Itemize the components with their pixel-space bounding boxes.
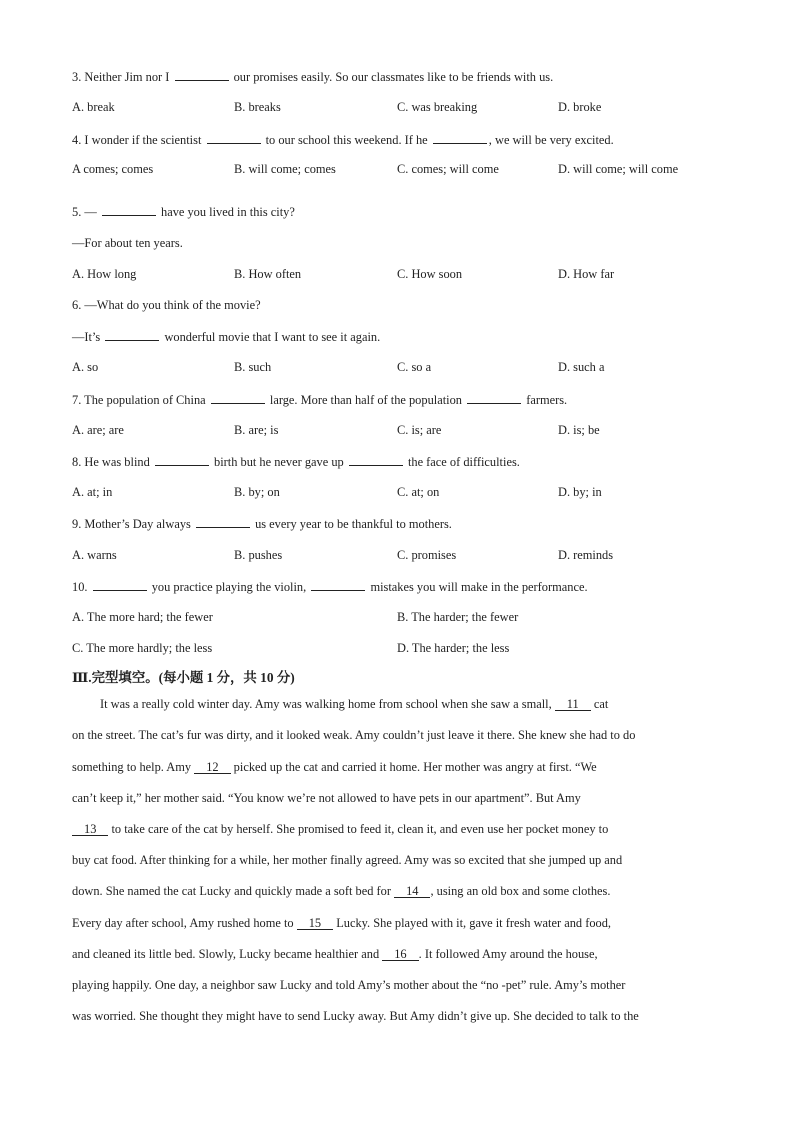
answer-blank (105, 329, 159, 341)
passage-text: something to help. Amy (72, 760, 195, 774)
option-b: B. by; on (234, 485, 280, 499)
option-b: B. breaks (234, 100, 281, 114)
stem-text: our promises easily. So our classmates like to be friends with us. (233, 70, 554, 84)
passage-line: was worried. She thought they might have to send Lucky away. But Amy didn’t give up. She decided to talk to the (72, 1009, 639, 1023)
option-d: D. The harder; the less (397, 641, 510, 655)
option-c: C. The more hardly; the less (72, 641, 213, 655)
passage-text: Every day after school, Amy rushed home to (72, 916, 297, 930)
passage-text: It was a really cold winter day. Amy was walking home from school when she saw a small, (100, 697, 555, 711)
option-d: D. by; in (558, 485, 602, 499)
cloze-blank: 16 (382, 948, 418, 961)
option-d: D. reminds (558, 548, 614, 562)
passage-line (72, 822, 714, 837)
option-b: B. are; is (234, 423, 279, 437)
option-a: A. are; are (72, 423, 124, 437)
answer-blank (207, 132, 261, 144)
passage-line: can’t keep it,” her mother said. “You know we’re not allowed to have pets in our apartment”. But Amy (72, 791, 581, 805)
option-a: A. at; in (72, 485, 113, 499)
question-6-stem: 6. —What do you think of the movie? (72, 298, 261, 312)
stem-text: 3. Neither Jim nor I (72, 70, 170, 84)
stem-text: 5. — (72, 205, 97, 219)
answer-blank (175, 69, 229, 81)
stem-text: farmers. (526, 393, 568, 407)
stem-text: 7. The population of China (72, 393, 206, 407)
option-c: C. comes; will come (397, 162, 499, 176)
question-4-stem (72, 132, 614, 148)
stem-text: to our school this weekend. If he (265, 133, 428, 147)
answer-blank (102, 204, 156, 216)
question-3-stem (72, 69, 553, 85)
stem-text: 10. (72, 580, 88, 594)
stem-text: 9. Mother’s Day always (72, 517, 191, 531)
cloze-blank: 14 (394, 885, 430, 898)
passage-line: playing happily. One day, a neighbor saw Lucky and told Amy’s mother about the “no -pet” rule. Amy’s mother (72, 978, 626, 992)
option-d: D. will come; will come (558, 162, 679, 176)
option-d: D. such a (558, 360, 605, 374)
stem-text: birth but he never gave up (214, 455, 344, 469)
stem-text: wonderful movie that I want to see it again. (164, 330, 381, 344)
question-5-stem (72, 204, 295, 220)
stem-text: 8. He was blind (72, 455, 150, 469)
answer-blank (311, 579, 365, 591)
answer-blank (349, 454, 403, 466)
passage-line (72, 760, 714, 775)
option-c: C. at; on (397, 485, 440, 499)
question-10-stem (72, 579, 588, 595)
option-b: B. pushes (234, 548, 283, 562)
answer-blank (155, 454, 209, 466)
option-b: B. The harder; the fewer (397, 610, 519, 624)
passage-text: to take care of the cat by herself. She promised to feed it, clean it, and even use her pocket money to (108, 822, 609, 836)
passage-text: , using an old box and some clothes. (430, 884, 611, 898)
stem-text: mistakes you will make in the performance. (370, 580, 588, 594)
stem-text: —It’s (72, 330, 101, 344)
question-9-stem (72, 516, 452, 532)
stem-text: you practice playing the violin, (151, 580, 307, 594)
option-b: B. will come; comes (234, 162, 336, 176)
question-8-stem (72, 454, 520, 470)
option-d: D. is; be (558, 423, 600, 437)
option-a: A. The more hard; the fewer (72, 610, 213, 624)
passage-text: cat (590, 697, 609, 711)
option-c: C. How soon (397, 267, 463, 281)
cloze-blank: 15 (297, 917, 333, 930)
passage-line: on the street. The cat’s fur was dirty, and it looked weak. Amy couldn’t just leave it there. She knew she had to do (72, 728, 636, 742)
answer-blank (211, 392, 265, 404)
question-6-reply (72, 329, 380, 345)
passage-line (72, 916, 714, 931)
answer-blank (467, 392, 521, 404)
option-a: A. warns (72, 548, 117, 562)
option-c: C. promises (397, 548, 457, 562)
cloze-blank: 12 (194, 761, 230, 774)
option-a: A. so (72, 360, 99, 374)
passage-line: buy cat food. After thinking for a while, her mother finally agreed. Amy was so excited that she jumped up and (72, 853, 623, 867)
option-a: A. break (72, 100, 115, 114)
option-c: C. is; are (397, 423, 442, 437)
option-d: D. broke (558, 100, 602, 114)
cloze-blank: 11 (555, 698, 591, 711)
passage-line (72, 947, 714, 962)
passage-text: picked up the cat and carried it home. Her mother was angry at first. “We (230, 760, 597, 774)
passage-line (100, 697, 742, 712)
stem-text: , we will be very excited. (488, 133, 614, 147)
passage-text: and cleaned its little bed. Slowly, Lucky became healthier and (72, 947, 383, 961)
stem-text: 4. I wonder if the scientist (72, 133, 202, 147)
option-d: D. How far (558, 267, 615, 281)
option-a: A. How long (72, 267, 137, 281)
passage-line (72, 884, 714, 899)
option-c: C. was breaking (397, 100, 478, 114)
option-c: C. so a (397, 360, 432, 374)
answer-blank (196, 516, 250, 528)
stem-text: have you lived in this city? (161, 205, 295, 219)
question-7-stem (72, 392, 567, 408)
section-title: Ⅲ.完型填空。(每小题 1 分，共 10 分) (72, 670, 295, 685)
passage-text: Lucky. She played with it, gave it fresh water and food, (333, 916, 611, 930)
question-5-answer: —For about ten years. (72, 236, 183, 250)
passage-text: down. She named the cat Lucky and quickly made a soft bed for (72, 884, 395, 898)
option-b: B. such (234, 360, 272, 374)
passage-text: . It followed Amy around the house, (418, 947, 598, 961)
stem-text: large. More than half of the population (269, 393, 462, 407)
stem-text: us every year to be thankful to mothers. (255, 517, 452, 531)
option-b: B. How often (234, 267, 302, 281)
option-a: A comes; comes (72, 162, 154, 176)
cloze-blank: 13 (72, 823, 108, 836)
stem-text: the face of difficulties. (407, 455, 520, 469)
answer-blank (433, 132, 487, 144)
answer-blank (93, 579, 147, 591)
